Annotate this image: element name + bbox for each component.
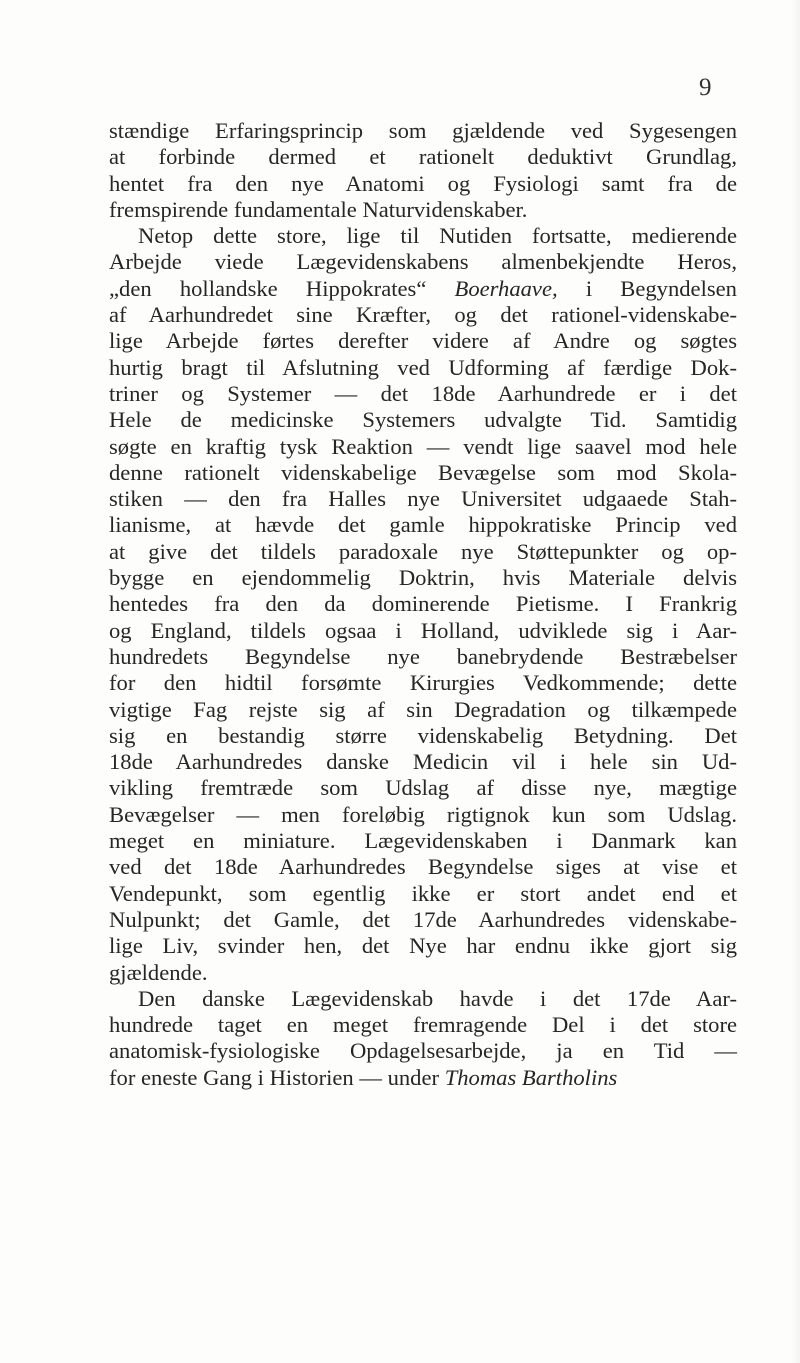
text-line: søgte en kraftig tysk Reaktion — vendt lige saavel mod hele <box>109 433 737 459</box>
text-line: bygge en ejendommelig Doktrin, hvis Materiale delvis <box>109 565 737 591</box>
text-line: hundrede taget en meget fremragende Del i det store <box>109 1012 737 1038</box>
italic-name: Boerhaave, <box>454 275 558 301</box>
text-line <box>109 1065 737 1091</box>
text-line: Vendepunkt, som egentlig ikke er stort andet end et <box>109 880 737 906</box>
text-line: Netop dette store, lige til Nutiden fortsatte, medierende <box>138 223 737 249</box>
text-line: lianisme, at hævde det gamle hippokratiske Princip ved <box>109 512 737 538</box>
italic-name: Thomas Bartholins <box>444 1064 618 1090</box>
text-line: at forbinde dermed et rationelt deduktivt Grundlag, <box>109 144 737 170</box>
text-line: ved det 18de Aarhundredes Begyndelse siges at vise et <box>109 854 737 880</box>
text-line: stiken — den fra Halles nye Universitet udgaaede Stah- <box>109 486 737 512</box>
text-segment: „den hollandske Hippokrates“ <box>109 275 455 301</box>
text-line: hentedes fra den da dominerende Pietisme. I Frankrig <box>109 591 737 617</box>
text-line: for den hidtil forsømte Kirurgies Vedkommende; dette <box>109 670 737 696</box>
text-line: vikling fremtræde som Udslag af disse nye, mægtige <box>109 775 737 801</box>
text-line: fremspirende fundamentale Naturvidenskaber. <box>109 196 528 222</box>
text-line: stændige Erfaringsprincip som gjældende ved Sygesengen <box>109 118 737 143</box>
text-line: meget en miniature. Lægevidenskaben i Danmark kan <box>109 828 737 854</box>
text-line: Den danske Lægevidenskab havde i det 17de Aar- <box>138 985 737 1011</box>
text-line: vigtige Fag rejste sig af sin Degradation og tilkæmpede <box>109 696 737 722</box>
page-number: 9 <box>699 74 712 101</box>
text-line: hurtig bragt til Afslutning ved Udforming af færdige Dok- <box>109 354 737 380</box>
text-line: anatomisk-fysiologiske Opdagelsesarbejde, ja en Tid — <box>109 1038 737 1064</box>
text-line: hundredets Begyndelse nye banebrydende Bestræbelser <box>109 643 737 669</box>
text-line: hentet fra den nye Anatomi og Fysiologi samt fra de <box>109 170 737 196</box>
text-line: Arbejde viede Lægevidenskabens almenbekjendte Heros, <box>109 249 737 275</box>
text-line: at give det tildels paradoxale nye Støttepunkter og op- <box>109 538 737 564</box>
text-segment: for eneste Gang i Historien — under <box>109 1064 445 1090</box>
text-line: Hele de medicinske Systemers udvalgte Tid. Samtidig <box>109 407 737 433</box>
text-line: lige Liv, svinder hen, det Nye har endnu ikke gjort sig <box>109 933 737 959</box>
page-edge <box>792 0 800 1363</box>
text-line: sig en bestandig større videnskabelig Betydning. Det <box>109 722 737 748</box>
text-line: gjældende. <box>109 959 208 985</box>
text-line: Nulpunkt; det Gamle, det 17de Aarhundredes videnskabe- <box>109 906 737 932</box>
text-line: Bevægelser — men foreløbig rigtignok kun som Udslag. <box>109 801 737 827</box>
text-segment: i Begyndelsen <box>557 275 737 301</box>
text-line: 18de Aarhundredes danske Medicin vil i hele sin Ud- <box>109 749 737 775</box>
text-line: denne rationelt videnskabelige Bevægelse som mod Skola- <box>109 459 737 485</box>
text-line: og England, tildels ogsaa i Holland, udviklede sig i Aar- <box>109 617 737 643</box>
body-text <box>109 118 737 1091</box>
text-line: lige Arbejde førtes derefter videre af Andre og søgtes <box>109 328 737 354</box>
text-line <box>109 276 737 302</box>
text-line: af Aarhundredet sine Kræfter, og det rationel-videnskabe- <box>109 302 737 328</box>
text-line: triner og Systemer — det 18de Aarhundrede er i det <box>109 380 737 406</box>
